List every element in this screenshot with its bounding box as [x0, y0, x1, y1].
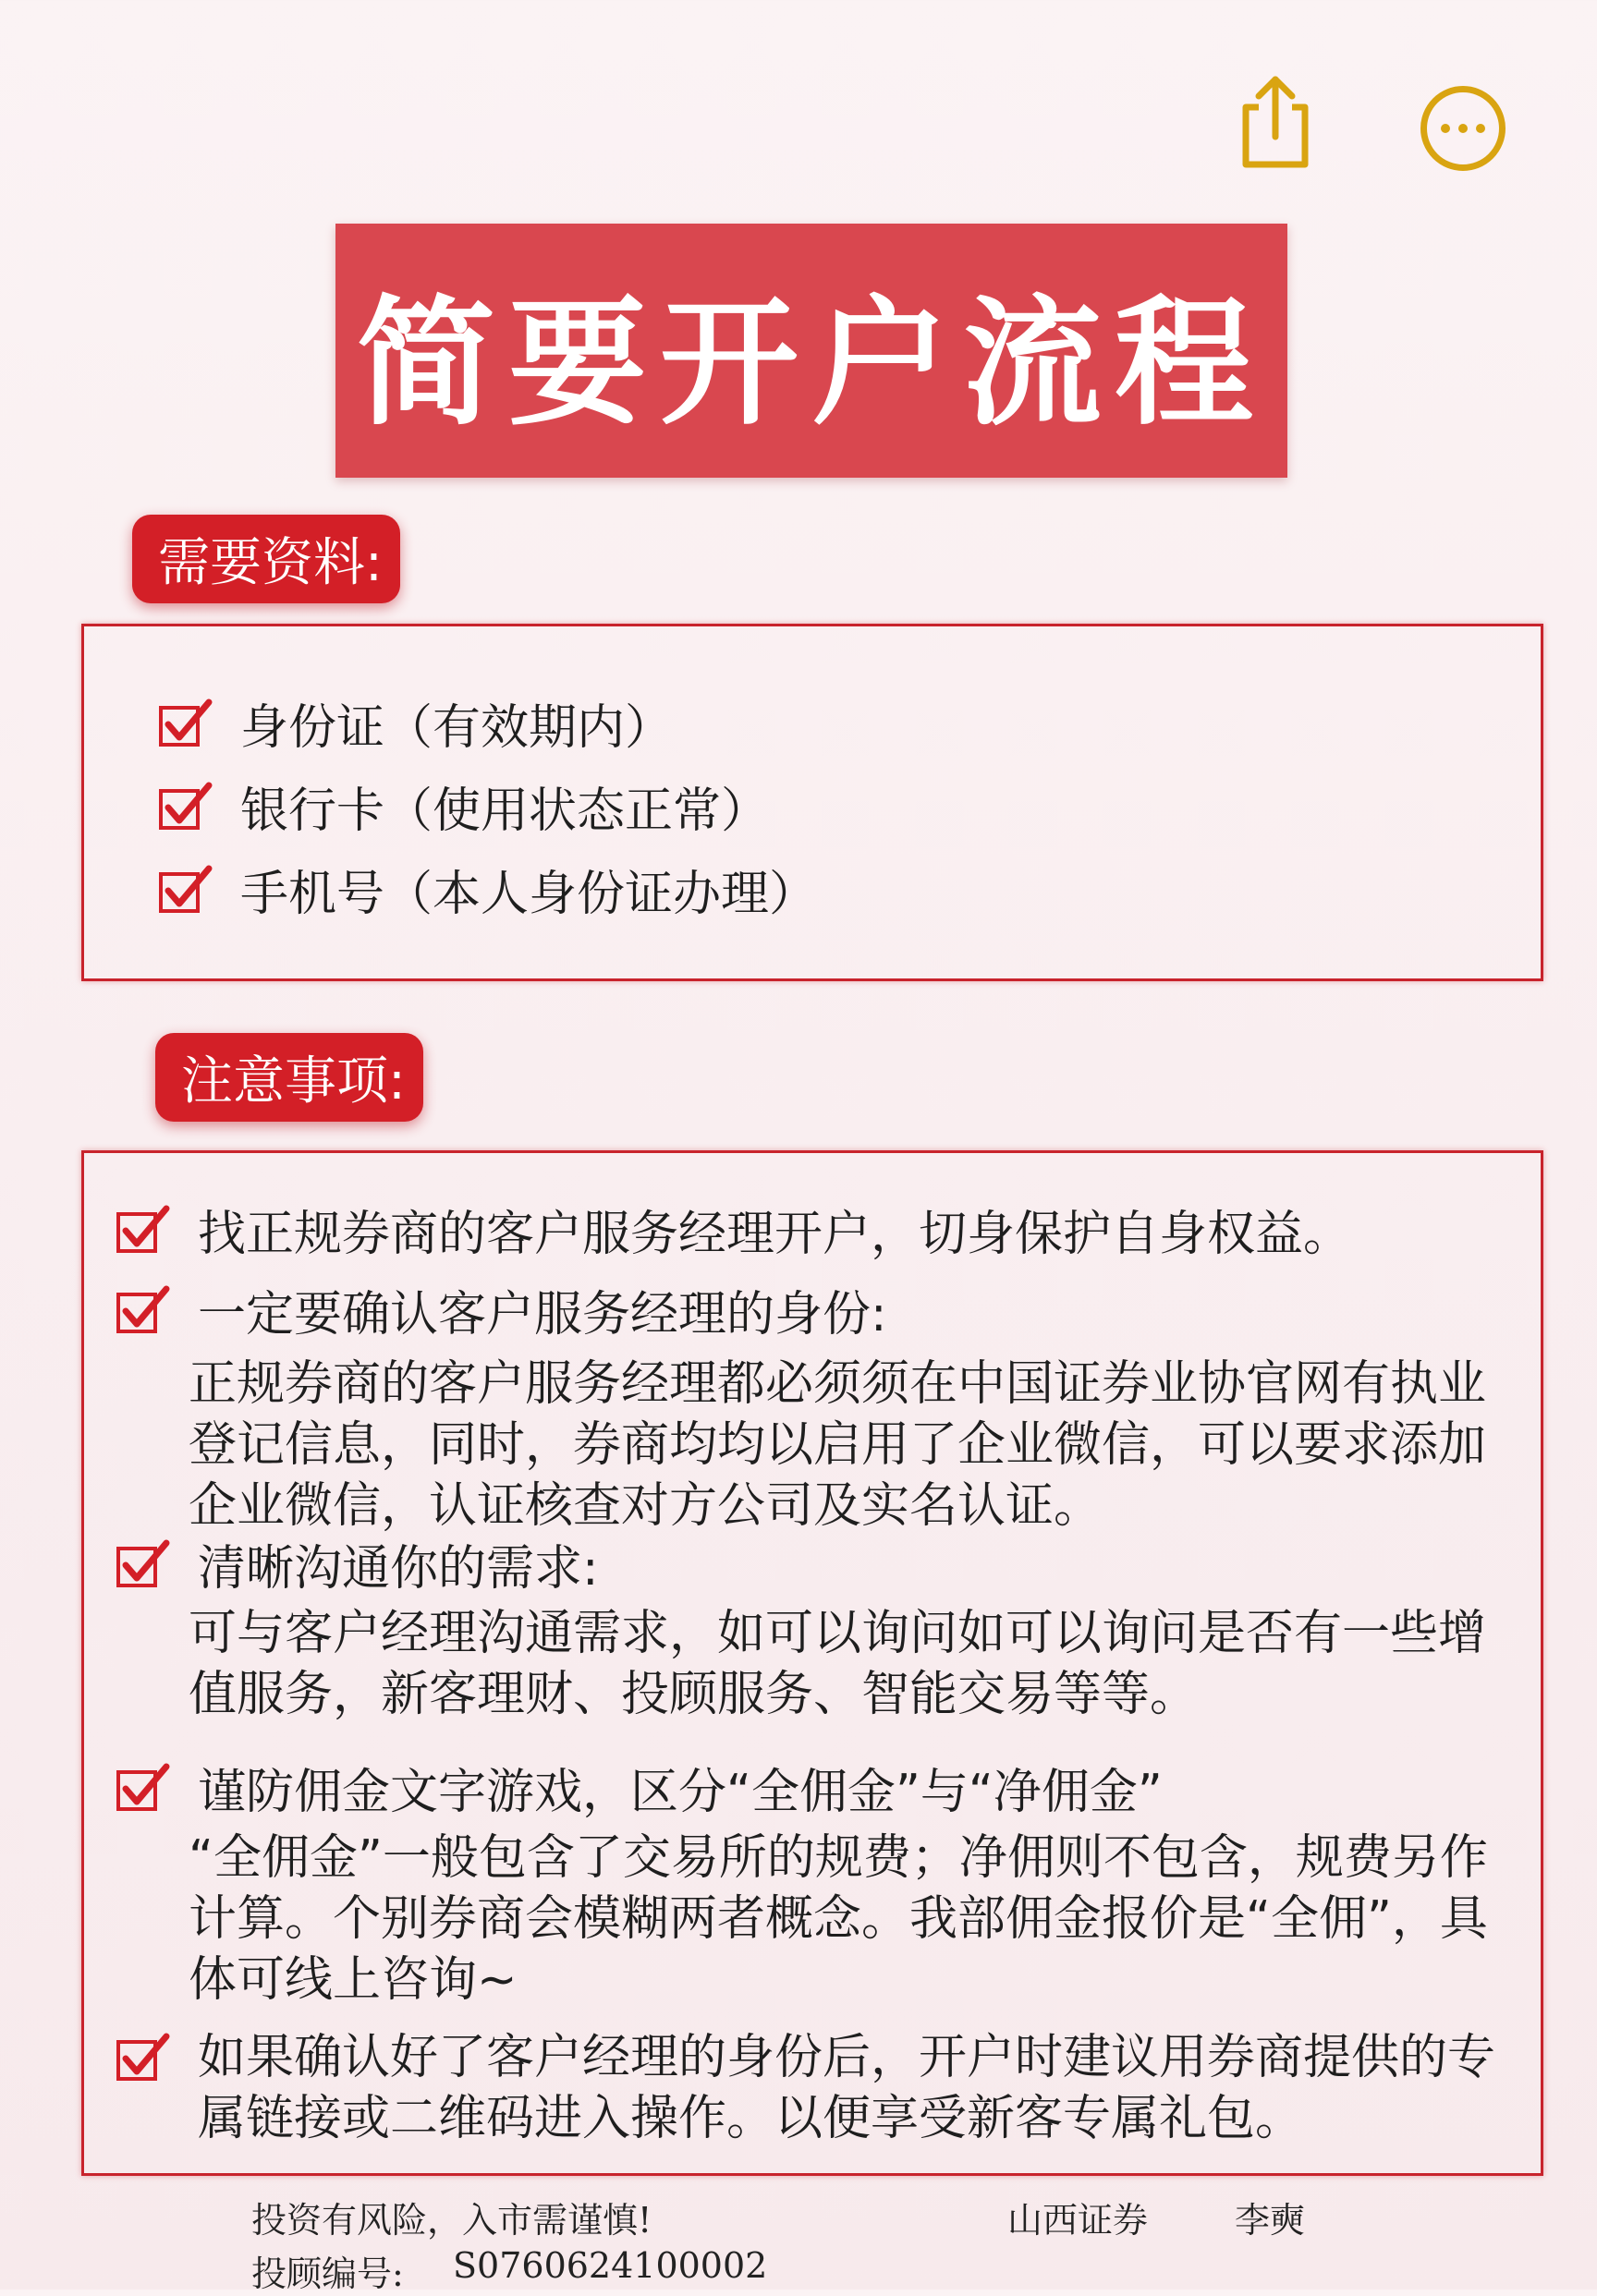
notes-item-title-text: 如果确认好了客户经理的身份后，开户时建议用券商提供的专属链接或二维码进入操作。以便享受新客专属礼包。: [198, 2030, 1496, 2146]
checkmark-icon: [115, 1201, 172, 1258]
advisor-id-label: 投顾编号:: [251, 2253, 404, 2294]
page-title: 简要开户流程: [335, 224, 1287, 478]
notes-item-title-text: 谨防佣金文字游戏，区分“全佣金”与“净佣金”: [198, 1765, 1163, 1820]
more-options-icon: [1441, 124, 1485, 133]
materials-item-text: 手机号（本人身份证办理）: [240, 867, 818, 922]
materials-item: [157, 855, 817, 924]
materials-item-text: 身份证（有效期内）: [240, 700, 674, 756]
notes-item-title-text: 一定要确认客户服务经理的身份:: [198, 1287, 887, 1342]
materials-heading: 需要资料:: [132, 515, 400, 603]
share-button[interactable]: [1229, 72, 1322, 174]
checkmark-icon: [115, 1282, 172, 1339]
notes-item-title: [115, 1529, 599, 1598]
checkmark-icon: [157, 778, 214, 835]
notes-item-title: [115, 1753, 1163, 1822]
company-name: 山西证券: [1007, 2200, 1149, 2241]
advisor-id-value: S0760624100002: [453, 2245, 768, 2286]
checkmark-icon: [115, 1759, 172, 1816]
notes-item-title-text: 清晰沟通你的需求:: [198, 1541, 599, 1597]
notes-item-body: 正规券商的客户服务经理都必须须在中国证券业协官网有执业登记信息，同时，券商均均以启用了企业微信，可以要求添加企业微信，认证核查对方公司及实名认证。: [189, 1356, 1487, 1534]
materials-item: [157, 771, 769, 841]
notes-heading: 注意事项:: [155, 1033, 423, 1122]
notes-item-title: [115, 1275, 887, 1344]
notes-item-title-text: 找正规券商的客户服务经理开户，切身保护自身权益。: [198, 1207, 1352, 1262]
checkmark-icon: [157, 861, 214, 918]
more-options-button[interactable]: [1420, 86, 1506, 171]
checkmark-icon: [157, 695, 214, 752]
share-icon: [1229, 72, 1322, 174]
materials-item: [157, 688, 673, 758]
materials-item-text: 银行卡（使用状态正常）: [240, 784, 770, 839]
risk-warning: 投资有风险，入市需谨慎!: [251, 2200, 652, 2241]
advisor-name: 李奭: [1235, 2200, 1306, 2241]
notes-item-body: 可与客户经理沟通需求，如可以询问如可以询问是否有一些增值服务，新客理财、投顾服务、智能交易等等。: [189, 1606, 1487, 1722]
notes-item-title: [115, 1195, 1351, 1264]
checkmark-icon: [115, 2029, 172, 2086]
notes-item-body: “全佣金”一般包含了交易所的规费；净佣则不包含，规费另作计算。个别券商会模糊两者概念。我部佣金报价是“全佣”，具体可线上咨询~: [189, 1830, 1488, 2008]
notes-item-title: [115, 2027, 1538, 2149]
checkmark-icon: [115, 1536, 172, 1593]
